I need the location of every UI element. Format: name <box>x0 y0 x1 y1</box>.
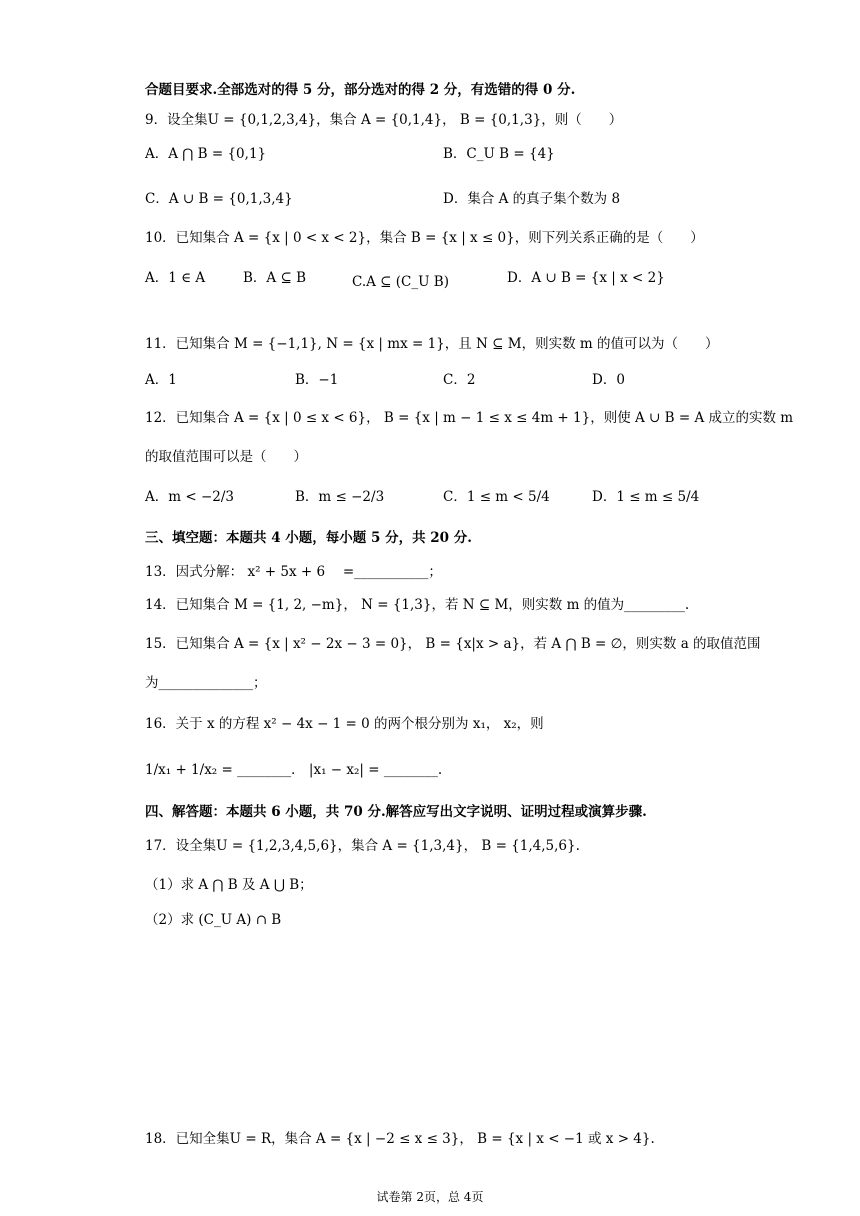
q15-line1: 15．已知集合 A = {x | x² − 2x − 3 = 0}， B = {x|x > a}，若 A ⋂ B = ∅，则实数 a 的取值范围 <box>145 636 761 652</box>
q15-line2: 为______________； <box>145 675 267 691</box>
q13: 13．因式分解： x² + 5x + 6 =___________； <box>145 564 442 580</box>
q12-option-c: C．1 ≤ m < 5/4 <box>443 489 550 505</box>
q10-option-b: B．A ⊆ B <box>243 270 306 286</box>
q9-stem: 9．设全集U = {0,1,2,3,4}，集合 A = {0,1,4}， B = {0,1,3}，则（ ） <box>145 112 623 128</box>
q10-option-d: D．A ∪ B = {x | x < 2} <box>507 270 665 286</box>
q9-option-c: C．A ∪ B = {0,1,3,4} <box>145 191 293 207</box>
q10-option-c: C.A ⊆ (C_U B) <box>352 274 449 290</box>
q18-stem: 18．已知全集U = R，集合 A = {x | −2 ≤ x ≤ 3}， B = {x | x < −1 或 x > 4}. <box>145 1131 655 1147</box>
q11-option-a: A．1 <box>145 372 177 388</box>
q16-line2: 1/x₁ + 1/x₂ = ________． |x₁ − x₂| = ________. <box>145 762 443 778</box>
section-note: 合题目要求.全部选对的得 5 分，部分选对的得 2 分，有选错的得 0 分. <box>145 82 576 98</box>
section-4-heading: 四、解答题：本题共 6 小题，共 70 分.解答应写出文字说明、证明过程或演算步骤. <box>145 804 647 820</box>
q17-part2: （2）求 (C_U A) ∩ B <box>145 912 282 928</box>
q12-option-d: D．1 ≤ m ≤ 5/4 <box>592 489 700 505</box>
q10-stem: 10．已知集合 A = {x | 0 < x < 2}，集合 B = {x | x ≤ 0}，则下列关系正确的是（ ） <box>145 230 704 246</box>
q12-option-b: B．m ≤ −2/3 <box>295 489 385 505</box>
section-3-heading: 三、填空题：本题共 4 小题，每小题 5 分，共 20 分. <box>145 530 472 546</box>
q11-option-d: D．0 <box>592 372 625 388</box>
q14: 14．已知集合 M = {1, 2, −m}， N = {1,3}，若 N ⊆ M，则实数 m 的值为_________. <box>145 597 690 613</box>
q17-stem: 17．设全集U = {1,2,3,4,5,6}，集合 A = {1,3,4}， B = {1,4,5,6}. <box>145 838 580 854</box>
q12-stem-line1: 12．已知集合 A = {x | 0 ≤ x < 6}， B = {x | m − 1 ≤ x ≤ 4m + 1}，则使 A ∪ B = A 成立的实数 m <box>145 410 794 426</box>
page-footer: 试卷第 2页，总 4页 <box>376 1190 484 1204</box>
q17-part1: （1）求 A ⋂ B 及 A ⋃ B； <box>145 877 313 893</box>
q11-stem: 11．已知集合 M = {−1,1}, N = {x | mx = 1}，且 N ⊆ M，则实数 m 的值可以为（ ） <box>145 336 719 352</box>
q11-option-c: C．2 <box>443 372 476 388</box>
q9-option-d: D．集合 A 的真子集个数为 8 <box>443 191 621 207</box>
q10-option-a: A．1 ∈ A <box>145 270 206 286</box>
q9-option-a: A．A ⋂ B = {0,1} <box>145 146 267 162</box>
q12-option-a: A．m < −2/3 <box>145 489 234 505</box>
q16-line1: 16．关于 x 的方程 x² − 4x − 1 = 0 的两个根分别为 x₁， x₂，则 <box>145 716 544 732</box>
q12-stem-line2: 的取值范围可以是（ ） <box>145 449 307 465</box>
q11-option-b: B．−1 <box>295 372 339 388</box>
q9-option-b: B．C_U B = {4} <box>443 146 555 162</box>
